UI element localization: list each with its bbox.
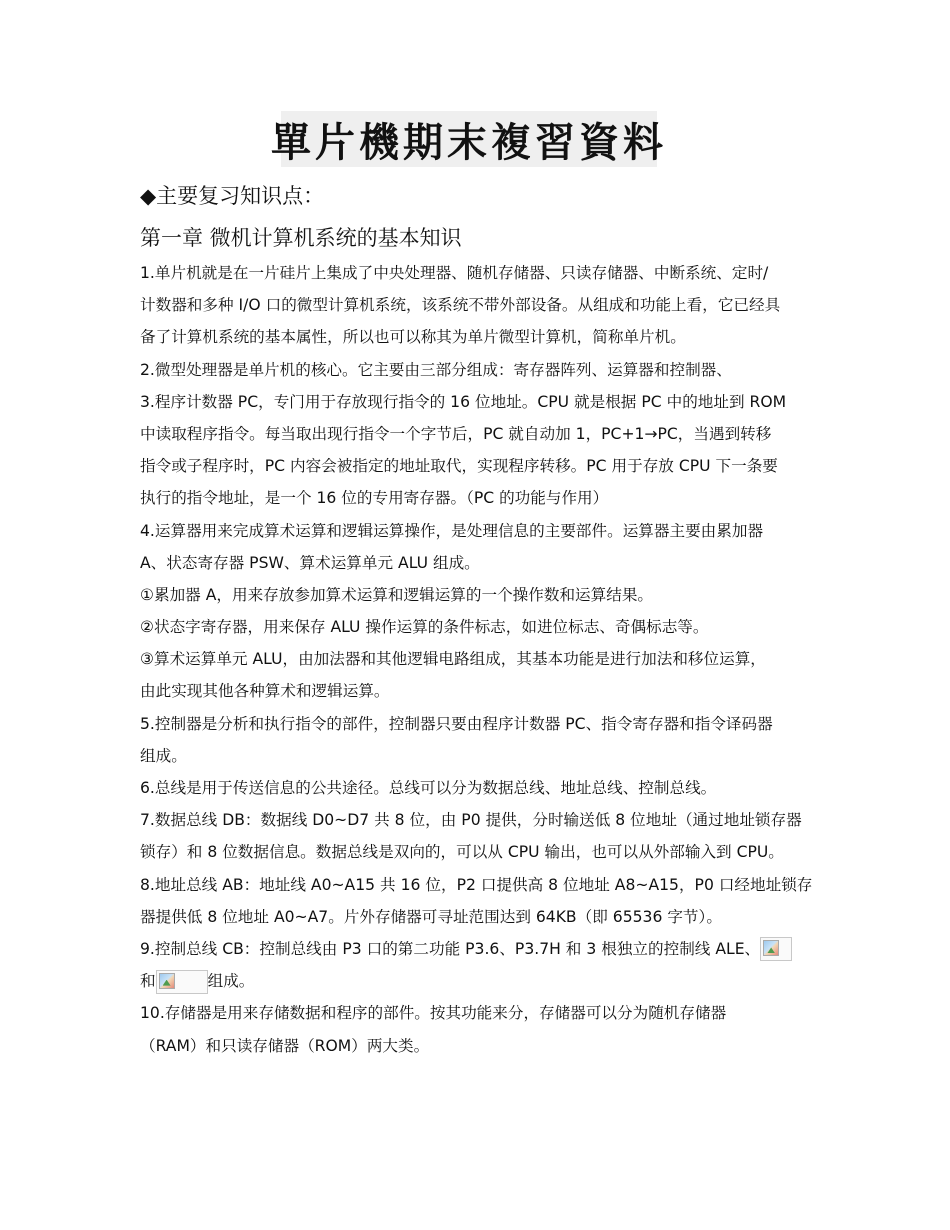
text-line: 5.控制器是分析和执行指令的部件，控制器只要由程序计数器 PC、指令寄存器和指令译码器 (140, 714, 773, 733)
text-line: 3.程序计数器 PC，专门用于存放现行指令的 16 位地址。CPU 就是根据 PC 中的地址到 ROM (140, 392, 787, 411)
text-line: 10.存储器是用来存储数据和程序的部件。按其功能来分，存储器可以分为随机存储器 (140, 1004, 727, 1023)
text-line: 中读取程序指令。每当取出现行指令一个字节后，PC 就自动加 1，PC+1→PC，当遇到转移 (140, 424, 772, 443)
text-line: 1.单片机就是在一片硅片上集成了中央处理器、随机存储器、只读存储器、中断系统、定时/ (140, 264, 769, 282)
text-line: 4.运算器用来完成算术运算和逻辑运算操作，是处理信息的主要部件。运算器主要由累加器 (140, 521, 764, 540)
text-line: 6.总线是用于传送信息的公共途径。总线可以分为数据总线、地址总线、控制总线。 (140, 779, 717, 797)
text-line-with-image (140, 933, 820, 965)
text-line-with-image (140, 965, 820, 997)
image-placeholder-icon (159, 973, 175, 989)
image-placeholder-icon (763, 940, 779, 956)
text-line: 计数器和多种 I/O 口的微型计算机系统，该系统不带外部设备。从组成和功能上看，它已经具 (140, 296, 781, 315)
text-line: 组成。 (140, 746, 187, 765)
text-line: 指令或子程序时，PC 内容会被指定的地址取代，实现程序转移。PC 用于存放 CPU 下一条要 (140, 457, 778, 476)
broken-image-icon (156, 970, 208, 994)
text-line: 锁存）和 8 位数据信息。数据总线是双向的，可以从 CPU 输出，也可以从外部输入到 CPU。 (140, 843, 784, 862)
text-span: 组成。 (207, 972, 255, 991)
document-title: 單片機期末複習資料 (271, 118, 667, 166)
document-body (140, 257, 820, 1062)
text-line: 2.微型处理器是单片机的核心。它主要由三部分组成：寄存器阵列、运算器和控制器、 (140, 360, 732, 379)
text-line: A、状态寄存器 PSW、算术运算单元 ALU 组成。 (140, 553, 480, 572)
text-line: 器提供低 8 位地址 A0~A7。片外存储器可寻址范围达到 64KB（即 65536 字节）。 (140, 907, 722, 926)
text-line: 8.地址总线 AB：地址线 A0~A15 共 16 位，P2 口提供高 8 位地址 A8~A15，P0 口经地址锁存 (140, 875, 813, 894)
text-line: ③算术运算单元 ALU，由加法器和其他逻辑电路组成，其基本功能是进行加法和移位运算， (140, 650, 766, 669)
text-line: ②状态字寄存器，用来保存 ALU 操作运算的条件标志，如进位标志、奇偶标志等。 (140, 618, 709, 637)
text-line: 备了计算机系统的基本属性，所以也可以称其为单片微型计算机，简称单片机。 (140, 328, 686, 347)
text-line: 执行的指令地址，是一个 16 位的专用寄存器。（PC 的功能与作用） (140, 489, 609, 508)
title-banner (271, 111, 667, 167)
text-line: 7.数据总线 DB：数据线 D0~D7 共 8 位，由 P0 提供，分时输送低 8 位地址（通过地址锁存器 (140, 811, 802, 830)
text-line: （RAM）和只读存储器（ROM）两大类。 (140, 1036, 430, 1055)
text-line: 由此实现其他各种算术和逻辑运算。 (140, 682, 390, 701)
broken-image-icon (760, 937, 792, 961)
section-heading: ◆主要复习知识点： (140, 184, 325, 208)
text-span: 和 (140, 972, 156, 991)
chapter-heading: 第一章 微机计算机系统的基本知识 (140, 226, 462, 250)
text-span: 9.控制总线 CB：控制总线由 P3 口的第二功能 P3.6、P3.7H 和 3 根独立的控制线 ALE、 (140, 939, 761, 958)
text-line: ①累加器 A，用来存放参加算术运算和逻辑运算的一个操作数和运算结果。 (140, 585, 654, 604)
